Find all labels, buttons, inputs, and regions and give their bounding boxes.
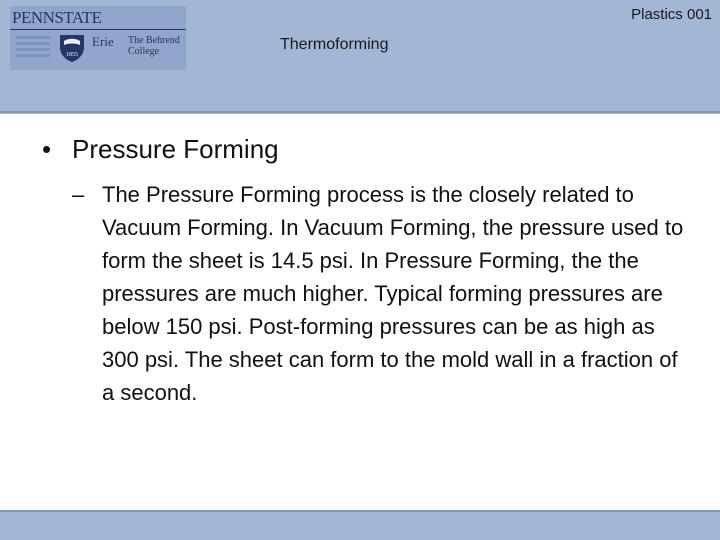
sub-bullet-marker: –	[72, 182, 85, 207]
course-label: Plastics 001	[631, 6, 712, 23]
shield-icon	[58, 33, 86, 63]
logo-year: 1855	[66, 52, 78, 58]
logo-college	[128, 35, 180, 57]
bullet-body-text: The Pressure Forming process is the closely related to Vacuum Forming. In Vacuum Forming, the pressure used to form the sheet is 14.5 psi. In Pressure Forming, the the pressures are much higher. Typical forming pressures are below 150 psi. Post-forming pressures can be as high as 300 psi. The sheet can form to the mold wall in a fraction of a second.	[102, 182, 684, 405]
logo-college-line-1: The Behrend	[128, 35, 180, 46]
logo-wordmark: PENNSTATE	[12, 8, 102, 27]
logo-college-line-2: College	[128, 46, 160, 57]
slide-header-title: Thermoforming	[280, 36, 389, 53]
header-divider	[0, 111, 720, 113]
footer-banner	[0, 510, 720, 540]
bullet-title: Pressure Forming	[72, 134, 279, 164]
logo-decoration	[16, 36, 50, 60]
bullet-marker: •	[42, 134, 52, 164]
logo-campus: Erie	[92, 34, 114, 49]
footer-divider	[0, 510, 720, 512]
penn-state-behrend-logo	[10, 6, 186, 70]
logo-divider	[10, 29, 186, 30]
